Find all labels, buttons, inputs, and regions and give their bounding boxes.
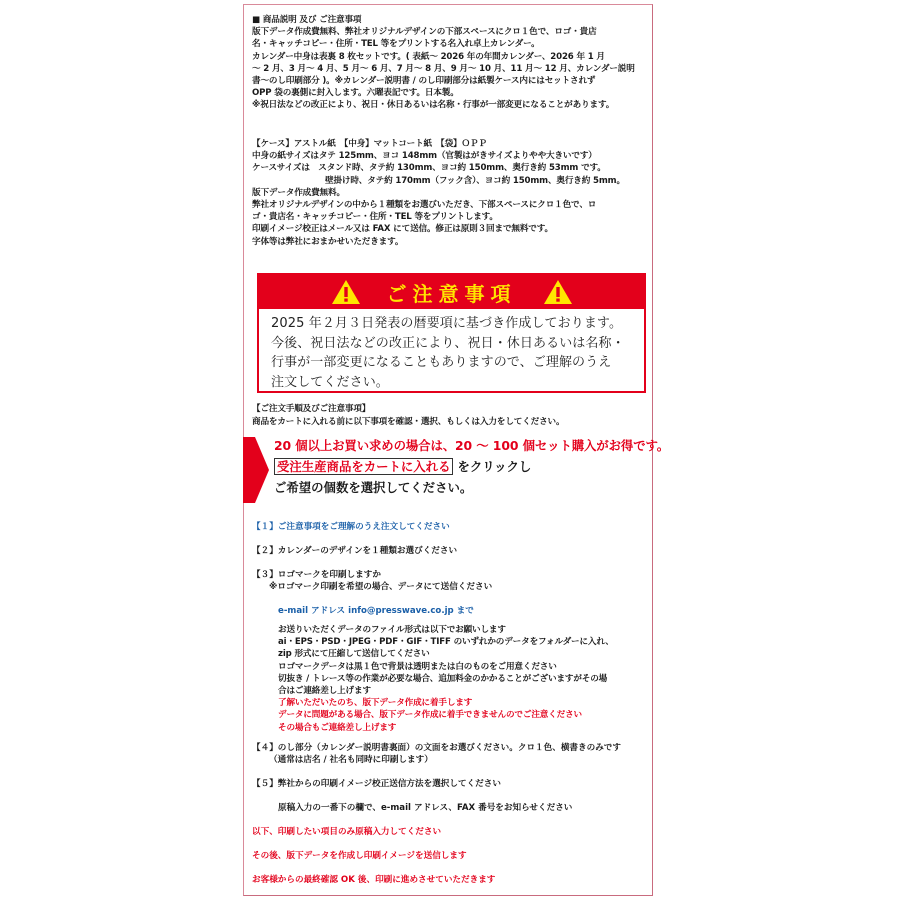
case-size-wall: 壁掛け時、タテ約 170mm（フック含）、ヨコ約 150mm、奥行き約 5mm。 [325, 175, 625, 186]
design-line: ゴ・貴店名・キャッチコピー・住所・TEL 等をプリントします。 [252, 212, 498, 223]
description-line: 名・キャッチコピー・住所・TEL 等をプリントする名入れ卓上カレンダー。 [252, 39, 540, 50]
add-to-cart-button[interactable]: 受注生産商品をカートに入れる [274, 458, 453, 475]
step-4: 【４】のし部分（カレンダー説明書裏面）の文面をお選びください。クロ１色、横書きのみです [252, 743, 621, 753]
step-5: 【５】弊社からの印刷イメージ校正送信方法を選択してください [252, 779, 501, 789]
warning-title: ご注意事項 [386, 281, 517, 306]
font-info: 字体等は弊社におまかせいただきます。 [252, 236, 404, 247]
design-line: 弊社オリジナルデザインの中から１種類をお選びいただき、下部スペースにクロ１色で、ロ [252, 200, 597, 211]
step-3-note: ※ロゴマーク印刷を希望の場合、データにて送信ください [269, 582, 493, 592]
detail-line: ai・EPS・PSD・JPEG・PDF・GIF・TIFF のいずれかのデータをフォルダーに入れ、 [278, 637, 614, 648]
footer-note: その後、版下データを作成し印刷イメージを送信します [252, 851, 467, 861]
select-quantity-instruction: ご希望の個数を選択してください。 [274, 480, 473, 495]
promo-block [274, 435, 669, 498]
warning-box [257, 273, 646, 393]
materials: 【ケース】アストル紙 【中身】マットコート紙 【袋】ＯＰＰ [252, 139, 487, 149]
step-3-details [252, 624, 674, 734]
bulk-promo: 20 個以上お買い求めの場合は、20 ～ 100 個セット購入がお得です。 [274, 438, 670, 453]
description-heading: ■ 商品説明 及び ご注意事項 [252, 15, 362, 25]
detail-line: 切抜き / トレース等の作業が必要な場合、追加料金のかかることがございますがその場 [278, 673, 608, 684]
footer-note: 以下、印刷したい項目のみ原稿入力してください [252, 827, 442, 837]
description-line: 版下データ作成費無料、弊社オリジナルデザインの下部スペースにクロ１色で、ロゴ・貴店 [252, 27, 597, 38]
step-3: 【３】ロゴマークを印刷しますか [252, 570, 381, 580]
free-data: 版下データ作成費無料。 [252, 187, 345, 198]
description-line: ～ 2 月、3 月～ 4 月、5 月～ 6 月、7 月～ 8 月、9 月～ 10 月、11 月～ 12 月、カレンダー説明 [252, 63, 635, 74]
detail-line: zip 形式にて圧縮して送信してください [278, 649, 430, 660]
warning-line: 今後、祝日法などの改正により、祝日・休日あるいは名称・ [271, 335, 625, 351]
case-size-stand: ケースサイズは スタンド時、タテ約 130mm、ヨコ約 150mm、奥行き約 53mm です。 [252, 163, 606, 174]
warning-line: 行事が一部変更になることもありますので、ご理解のうえ [271, 355, 612, 370]
product-description [252, 14, 648, 112]
product-specs [252, 138, 648, 248]
step-5-note: 原稿入力の一番下の欄で、e-mail アドレス、FAX 番号をお知らせください [278, 803, 573, 813]
detail-warning-line: データに問題がある場合、版下データ作成に着手できませんのでご注意ください [278, 710, 582, 721]
order-heading: 【ご注文手順及びご注意事項】 [252, 404, 371, 414]
paper-size: 中身の紙サイズはタテ 125mm、ヨコ 148mm（官製はがきサイズよりやや大きいです） [252, 151, 597, 162]
detail-warning-line: 了解いただいたのち、版下データ作成に着手します [278, 698, 473, 709]
step-4-note: （通常は店名 / 社名も同時に印刷します） [269, 755, 433, 765]
description-line: カレンダー中身は表裏 8 枚セットです。( 表紙～ 2026 年の年間カレンダー、2026 年 1 月 [252, 51, 605, 62]
warning-line: 注文してください。 [271, 374, 389, 390]
detail-line: お送りいただくデータのファイル形式は以下でお願いします [278, 625, 506, 635]
description-line: ※祝日法などの改正により、祝日・休日あるいは名称・行事が一部変更になることがあります。 [252, 100, 615, 111]
step-2: 【２】カレンダーのデザインを１種類お選びください [252, 546, 458, 556]
click-instruction: をクリックし [457, 459, 532, 474]
contact-email-link[interactable]: e-mail アドレス info@presswave.co.jp まで [278, 606, 474, 616]
order-intro: 商品をカートに入れる前に以下事項を確認・選択、もしくは入力をしてください。 [252, 417, 565, 427]
warning-line: 2025 年２月３日発表の暦要項に基づき作成しております。 [271, 316, 623, 331]
warning-body [259, 309, 644, 392]
description-line: OPP 袋の裏側に封入します。六曜表記です。日本製。 [252, 88, 459, 99]
warning-header [259, 275, 644, 309]
detail-line: ロゴマークデータは黒１色で背景は透明または白のものをご用意ください [278, 661, 557, 672]
red-arrow-icon [243, 437, 269, 503]
step-1: 【１】ご注意事項をご理解のうえ注文してください [252, 522, 450, 532]
product-info-panel [243, 4, 670, 896]
description-line: 書～のし印刷部分 )。※カレンダー説明書 / のし印刷部分は紙製ケース内にはセットされず [252, 76, 596, 87]
warning-triangle-icon [331, 279, 361, 305]
detail-line: 合はご連絡差し上げます [278, 686, 371, 697]
detail-warning-line: その場合もご連絡差し上げます [278, 722, 397, 733]
proof-info: 印刷イメージ校正はメール又は FAX にて送信。修正は原則３回まで無料です。 [252, 224, 553, 235]
warning-triangle-icon [543, 279, 573, 305]
footer-note: お客様からの最終確認 OK 後、印刷に進めさせていただきます [252, 875, 496, 885]
